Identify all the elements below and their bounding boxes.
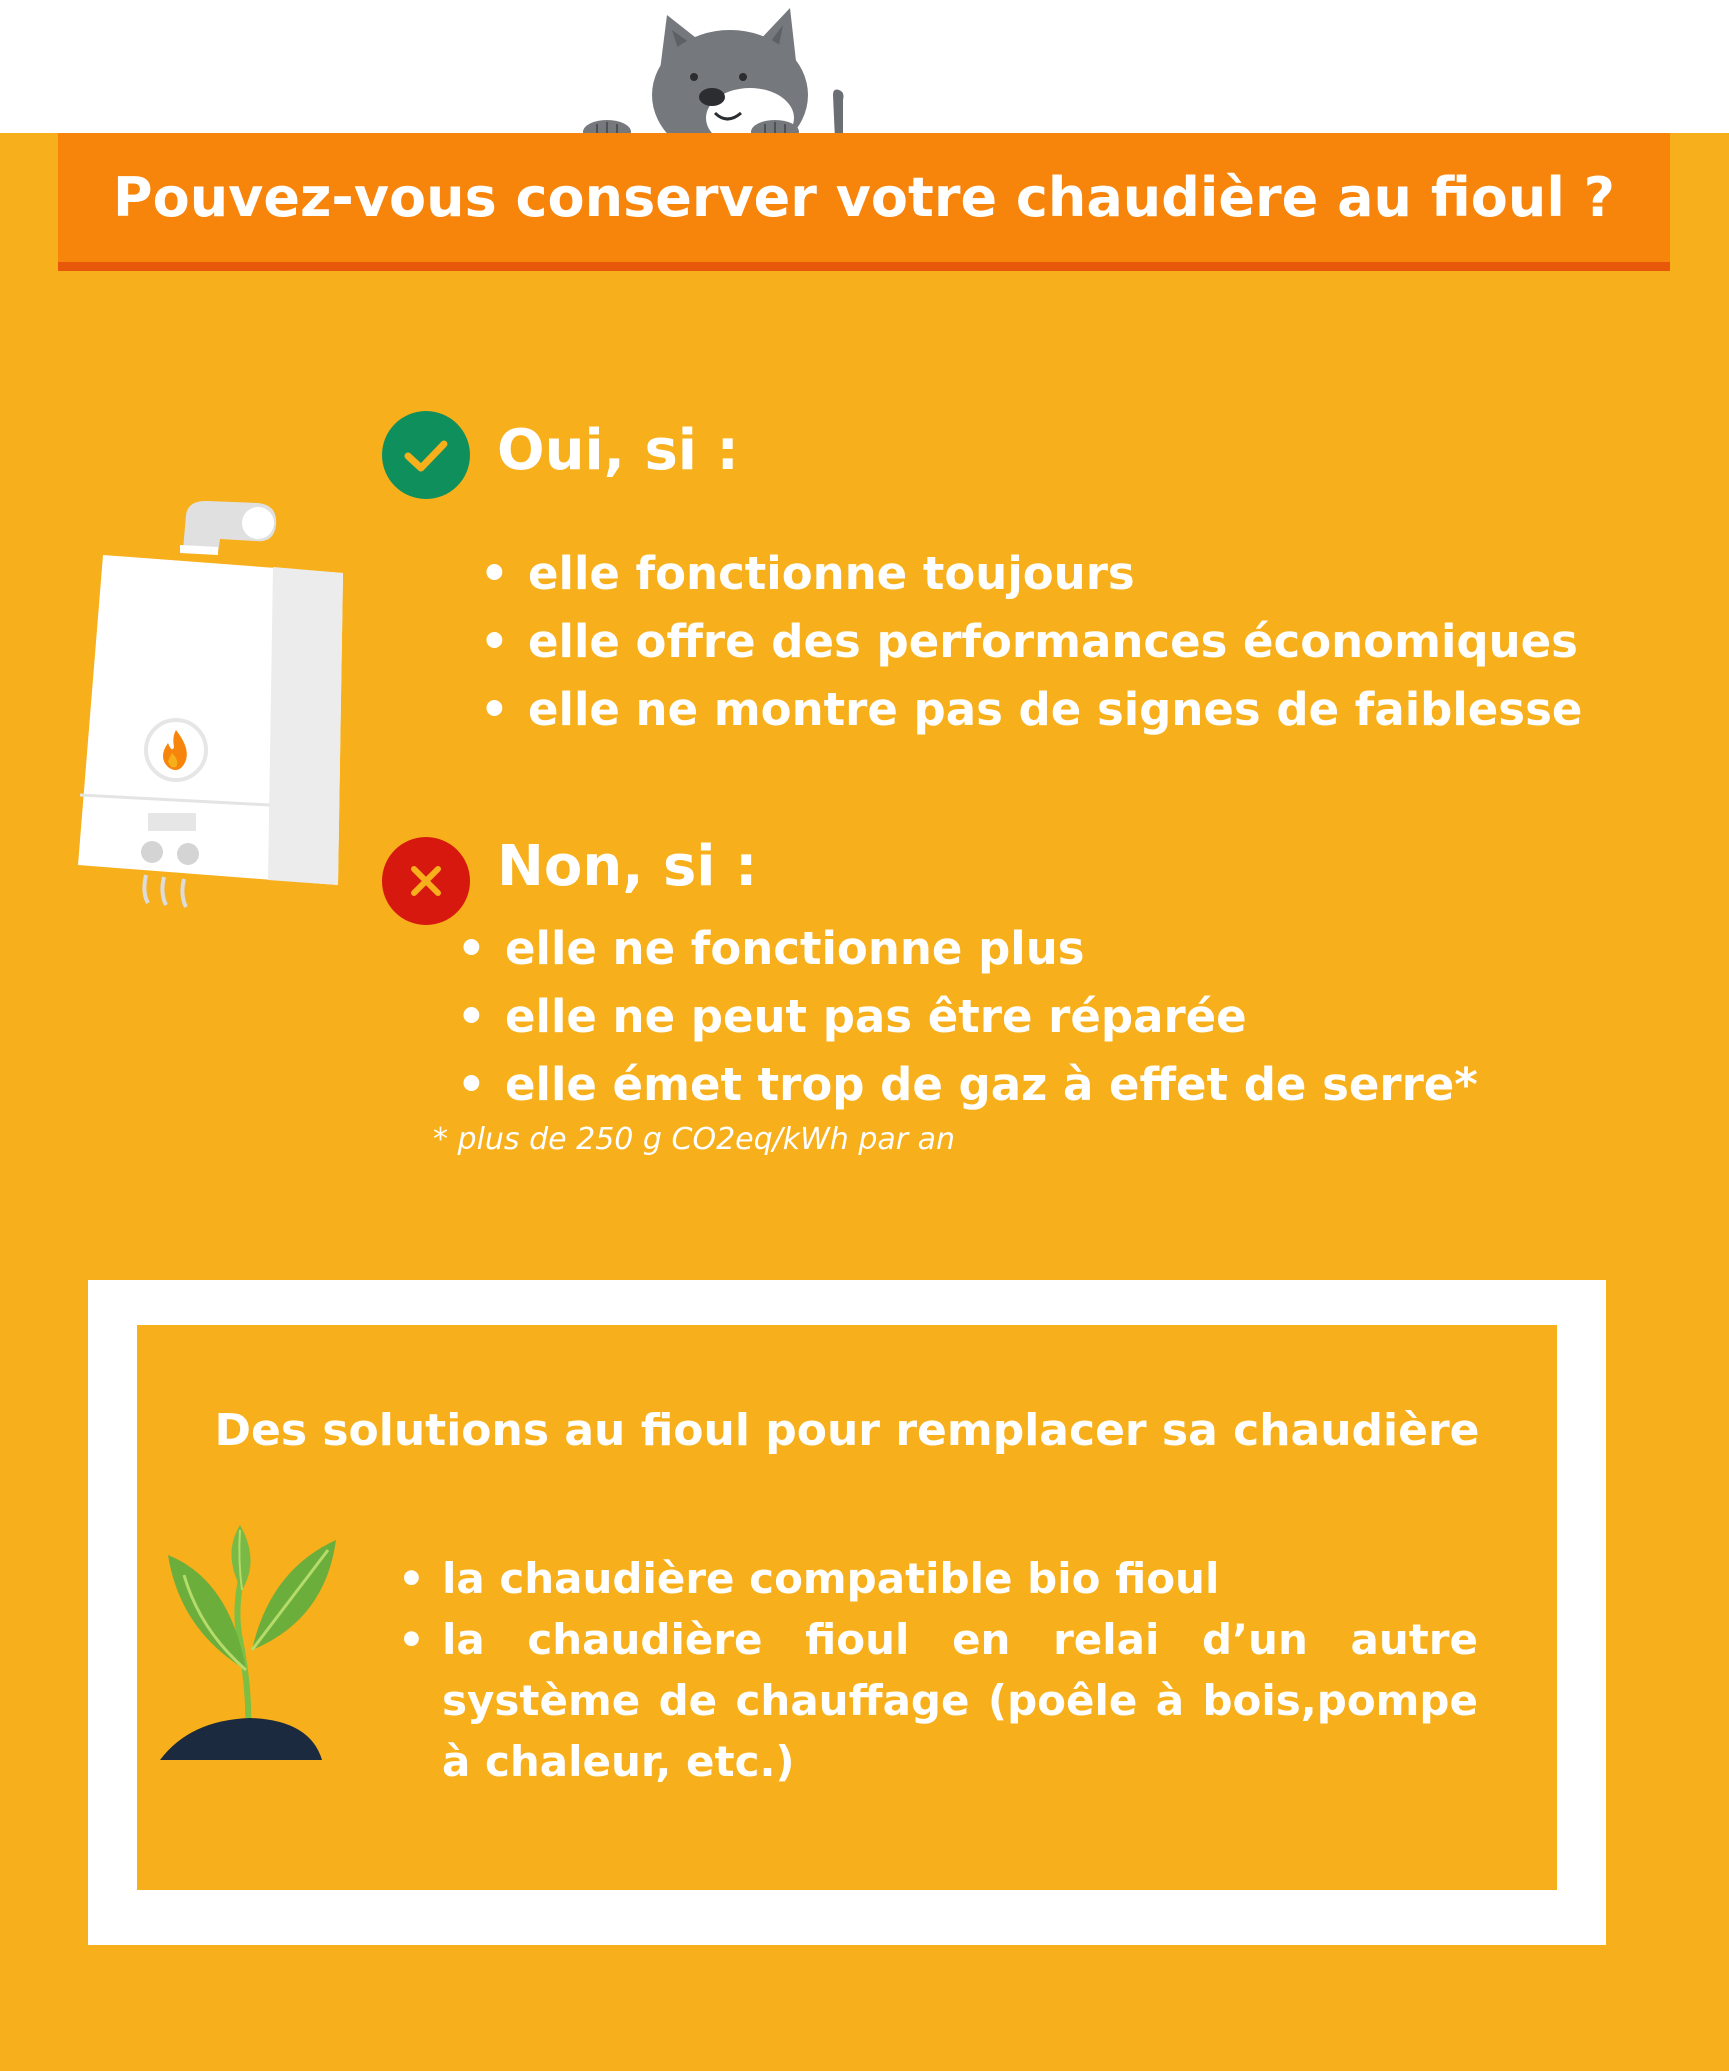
plant-illustration-icon — [160, 1520, 340, 1770]
cat-mascot-icon — [575, 0, 865, 150]
page-title: Pouvez-vous conserver votre chaudière au fioul ? — [113, 166, 1615, 229]
footnote: * plus de 250 g CO2eq/kWh par an — [433, 1122, 956, 1157]
list-item: • la chaudière fioul en relai d’un autre système de chauffage (poêle à bois,pompe à chaleur, etc.) — [398, 1609, 1478, 1792]
list-item: • la chaudière compatible bio fioul — [398, 1548, 1478, 1609]
yes-list — [480, 540, 1582, 744]
list-item: • elle fonctionne toujours — [480, 540, 1582, 608]
no-heading: Non, si : — [497, 834, 758, 899]
list-item: • elle ne montre pas de signes de faiblesse — [480, 676, 1582, 744]
list-item: • elle émet trop de gaz à effet de serre* — [457, 1051, 1478, 1119]
yes-heading: Oui, si : — [497, 418, 739, 483]
no-list — [457, 915, 1478, 1119]
list-item: • elle ne peut pas être réparée — [457, 983, 1478, 1051]
solutions-list — [398, 1548, 1478, 1792]
list-item: • elle offre des performances économiques — [480, 608, 1582, 676]
cross-icon — [381, 836, 471, 926]
boiler-illustration-icon — [68, 495, 358, 915]
title-banner — [58, 133, 1670, 271]
solutions-title: Des solutions au fioul pour remplacer sa chaudière — [214, 1405, 1480, 1456]
check-icon — [381, 410, 471, 500]
list-item: • elle ne fonctionne plus — [457, 915, 1478, 983]
